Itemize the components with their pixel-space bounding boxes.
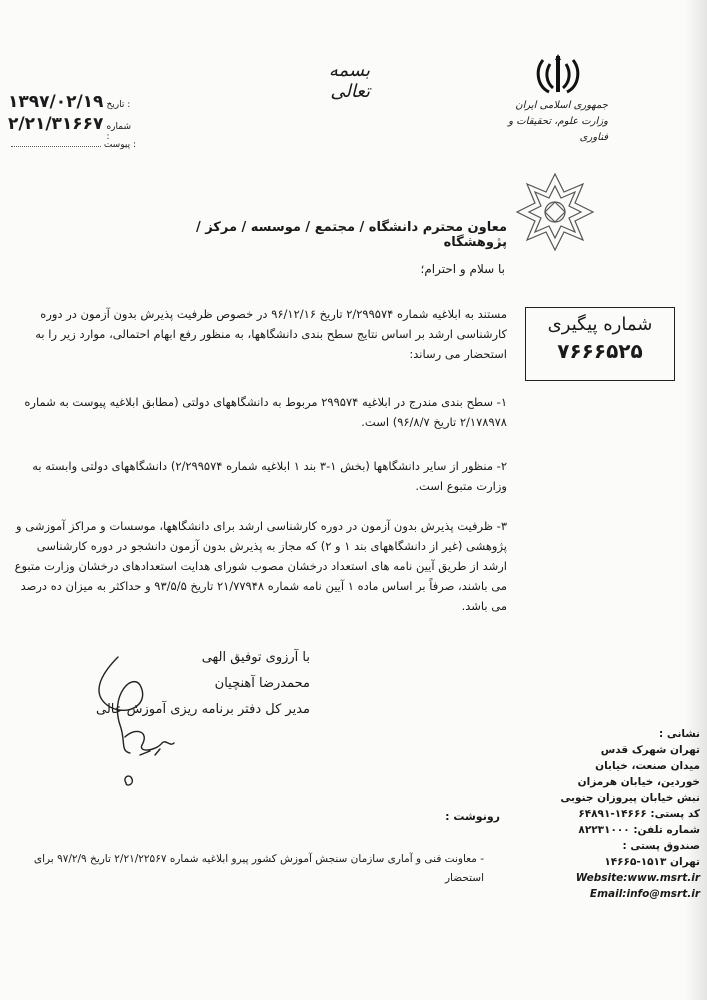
handwritten-signature bbox=[80, 655, 200, 795]
item-2: ۲- منظور از سایر دانشگاهها (بخش ۱-۳ بند ۱ ابلاغیه شماره ۲/۲۹۹۵۷۴) دانشگاههای دولتی وابسته به وزارت متبوع است. bbox=[32, 459, 507, 493]
star-ornament-icon bbox=[515, 172, 595, 252]
date-row bbox=[8, 92, 136, 114]
ministry-block bbox=[488, 98, 608, 146]
attachment-label: پیوست : bbox=[103, 140, 136, 150]
address-line-2: میدان صنعت، خیابان bbox=[595, 760, 700, 772]
po-box: تهران ۱۵۱۳-۱۴۶۶۵ bbox=[604, 856, 700, 868]
signer-title: مدیر کل دفتر برنامه ریزی آموزش عالی bbox=[95, 702, 310, 717]
item-1: ۱- سطح بندی مندرج در ابلاغیه ۲۹۹۵۷۴ مربوط به دانشگاههای دولتی (مطابق ابلاغیه پیوست به شماره ۲/۱۷۸۹۷۸ تاریخ ۹۶/۸/۷) است. bbox=[24, 395, 507, 429]
item-3: ۳- ظرفیت پذیرش بدون آزمون در دوره کارشناسی ارشد برای دانشگاهها، موسسات و مراکز آموزشی و پژوهشی (غیر از دانشگاههای بند ۱ و ۲) که مجاز به پذیرش بدون آزمون دانشجو در دوره کارشناسی ارشد از طریق آیین نامه های استعداد درخشان مصوب شورای هدایت استعدادهای درخشان وزارت متبوع می باشند، صرفاً بر اساس ماده ۱ آیین نامه شماره ۲۱/۷۷۹۴۸ تاریخ ۹۳/۵/۵ و حداکثر به میزان ده درصد می باشد. bbox=[14, 519, 507, 613]
tracking-value: ۷۶۶۶۵۲۵ bbox=[557, 339, 643, 363]
salutation: با سلام و احترام؛ bbox=[420, 262, 505, 276]
letter-meta bbox=[8, 92, 136, 158]
tracking-label: شماره پیگیری bbox=[547, 314, 653, 335]
iran-emblem-icon bbox=[533, 52, 583, 98]
email-link[interactable]: Email:info@msrt.ir bbox=[589, 888, 700, 900]
addressee: معاون محترم دانشگاه / مجتمع / موسسه / مرکز / پژوهشگاه bbox=[195, 220, 507, 250]
website-link[interactable]: Website:www.msrt.ir bbox=[575, 872, 700, 884]
basmala: بسمه تعالی bbox=[328, 60, 370, 102]
date-label: تاریخ : bbox=[106, 100, 131, 110]
address-line-1: تهران شهرک قدس bbox=[600, 744, 700, 756]
attachment-row bbox=[8, 136, 136, 158]
republic-name: جمهوری اسلامی ایران bbox=[515, 100, 608, 111]
closing-line: با آرزوی توفیق الهی bbox=[201, 650, 310, 665]
contact-block bbox=[520, 726, 700, 902]
phone-number: شماره تلفن: ۸۲۲۳۱۰۰۰ bbox=[578, 824, 700, 836]
number-row bbox=[8, 114, 136, 142]
date-value: ۱۳۹۷/۰۲/۱۹ bbox=[8, 92, 104, 112]
tracking-number-box bbox=[525, 307, 675, 381]
cc-line: - معاونت فنی و آماری سازمان سنجش آموزش کشور پیرو ابلاغیه شماره ۲/۲۱/۲۲۵۶۷ تاریخ ۹۷/۲/۹ برای استحضار bbox=[33, 853, 484, 884]
address-line-4: نبش خیابان پیروزان جنوبی bbox=[560, 792, 700, 804]
po-box-label: صندوق پستی : bbox=[622, 840, 700, 852]
number-value: ۲/۲۱/۳۱۶۶۷ bbox=[8, 114, 104, 134]
address-line-3: خوردین، خیابان هرمزان bbox=[577, 776, 700, 788]
number-label: شماره : bbox=[106, 122, 131, 142]
contact-heading: نشانی : bbox=[659, 728, 700, 740]
intro-paragraph: مستند به ابلاغیه شماره ۲/۲۹۹۵۷۴ تاریخ ۹۶/۱۲/۱۶ در خصوص ظرفیت پذیرش بدون آزمون در دوره کارشناسی ارشد بر اساس نتایج سطح بندی دانشگاهها، به منظور رفع ابهام احتمالی، موارد زیر را به استحضار می رساند: bbox=[35, 307, 507, 361]
ministry-name: وزارت علوم، تحقیقات و فناوری bbox=[508, 116, 608, 143]
cc-label: رونوشت : bbox=[445, 810, 500, 823]
attachment-dots bbox=[11, 136, 101, 147]
postal-code: کد پستی: ۱۴۶۶۶-۶۴۸۹۱ bbox=[578, 808, 700, 820]
signer-name: محمدرضا آهنچیان bbox=[214, 676, 310, 691]
